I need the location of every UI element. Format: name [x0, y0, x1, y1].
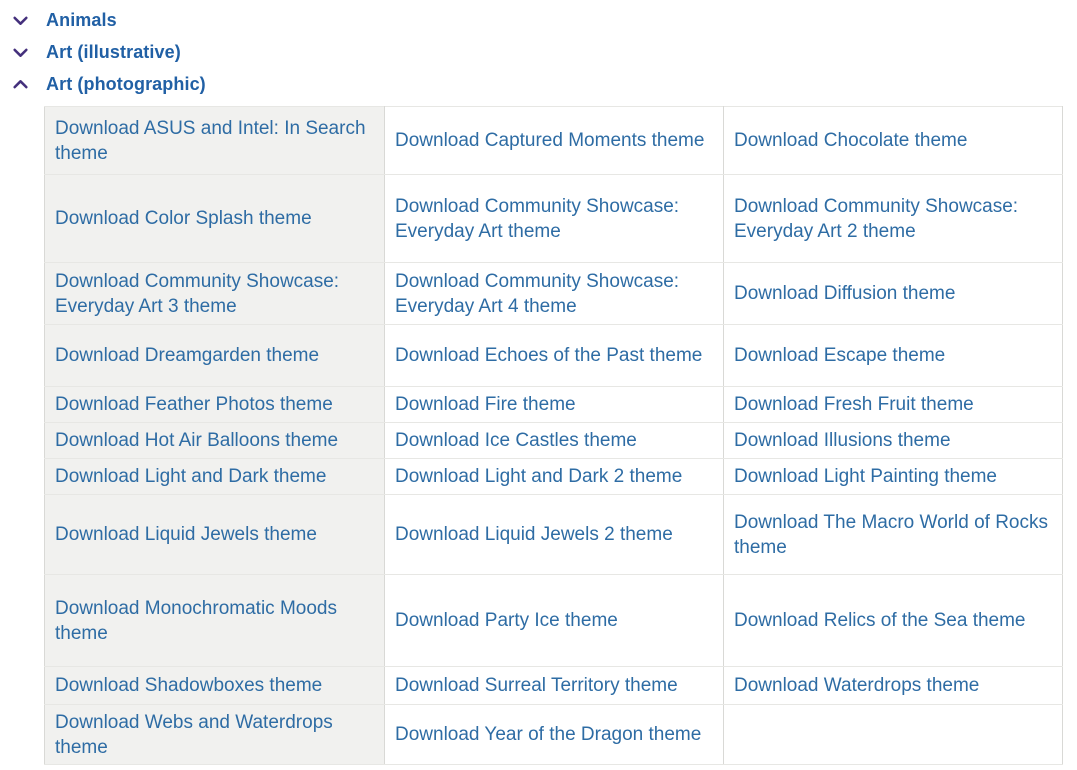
table-row	[45, 705, 1063, 765]
table-cell	[724, 325, 1063, 387]
theme-download-link[interactable]: Download Fresh Fruit theme	[734, 394, 974, 415]
table-cell	[385, 495, 724, 575]
table-cell	[45, 423, 385, 459]
theme-download-link[interactable]: Download Feather Photos theme	[55, 394, 333, 415]
table-cell	[385, 175, 724, 263]
table-cell	[385, 423, 724, 459]
table-cell	[724, 423, 1063, 459]
chevron-up-icon	[12, 76, 29, 93]
section-label: Art (photographic)	[46, 73, 206, 94]
themes-table-body	[45, 107, 1063, 765]
table-cell	[385, 107, 724, 175]
theme-download-link[interactable]: Download Liquid Jewels 2 theme	[395, 524, 673, 545]
theme-download-link[interactable]: Download Dreamgarden theme	[55, 345, 320, 366]
theme-download-link[interactable]: Download Illusions theme	[734, 430, 951, 451]
section-toggle-art-illustrative[interactable]	[12, 36, 1077, 68]
table-cell	[724, 575, 1063, 667]
theme-download-link[interactable]: Download The Macro World of Rocks theme	[734, 511, 1048, 558]
section-label: Animals	[46, 9, 117, 30]
table-cell-empty	[724, 705, 1063, 765]
theme-download-link[interactable]: Download Escape theme	[734, 345, 946, 366]
theme-download-link[interactable]: Download Waterdrops theme	[734, 675, 980, 696]
table-cell	[45, 325, 385, 387]
theme-download-link[interactable]: Download Community Showcase: Everyday Art 2 theme	[734, 195, 1019, 242]
table-row	[45, 667, 1063, 705]
art-photographic-themes-table	[44, 106, 1063, 765]
chevron-down-icon	[12, 44, 29, 61]
theme-download-link[interactable]: Download Relics of the Sea theme	[734, 610, 1026, 631]
table-cell	[385, 325, 724, 387]
table-row	[45, 575, 1063, 667]
table-row	[45, 423, 1063, 459]
table-row	[45, 325, 1063, 387]
theme-download-link[interactable]: Download Echoes of the Past theme	[395, 345, 703, 366]
table-cell	[724, 107, 1063, 175]
table-cell	[724, 263, 1063, 325]
table-cell	[724, 495, 1063, 575]
table-row	[45, 107, 1063, 175]
table-cell	[385, 459, 724, 495]
theme-download-link[interactable]: Download Chocolate theme	[734, 130, 968, 151]
table-row	[45, 459, 1063, 495]
table-row	[45, 263, 1063, 325]
theme-download-link[interactable]: Download Liquid Jewels theme	[55, 524, 317, 545]
theme-download-link[interactable]: Download Fire theme	[395, 394, 576, 415]
table-cell	[385, 387, 724, 423]
table-cell	[385, 575, 724, 667]
theme-download-link[interactable]: Download Shadowboxes theme	[55, 675, 323, 696]
table-cell	[45, 175, 385, 263]
theme-download-link[interactable]: Download Surreal Territory theme	[395, 675, 678, 696]
theme-download-link[interactable]: Download Party Ice theme	[395, 610, 618, 631]
table-cell	[45, 263, 385, 325]
section-toggle-art-photographic[interactable]	[12, 68, 1077, 100]
table-cell	[724, 667, 1063, 705]
table-row	[45, 175, 1063, 263]
chevron-down-icon	[12, 12, 29, 29]
theme-download-link[interactable]: Download Year of the Dragon theme	[395, 724, 702, 745]
theme-category-list	[0, 0, 1077, 100]
theme-download-link[interactable]: Download Light Painting theme	[734, 466, 998, 487]
theme-download-link[interactable]: Download Captured Moments theme	[395, 130, 705, 151]
section-toggle-animals[interactable]	[12, 4, 1077, 36]
table-cell	[45, 495, 385, 575]
theme-download-link[interactable]: Download Diffusion theme	[734, 283, 956, 304]
table-row	[45, 495, 1063, 575]
table-cell	[385, 263, 724, 325]
table-cell	[724, 175, 1063, 263]
table-cell	[45, 667, 385, 705]
section-label: Art (illustrative)	[46, 41, 181, 62]
table-cell	[724, 387, 1063, 423]
theme-download-link[interactable]: Download Community Showcase: Everyday Art 3 theme	[55, 270, 340, 317]
theme-download-link[interactable]: Download Monochromatic Moods theme	[55, 597, 337, 644]
table-cell	[724, 459, 1063, 495]
theme-download-link[interactable]: Download Light and Dark 2 theme	[395, 466, 683, 487]
table-cell	[385, 667, 724, 705]
theme-download-link[interactable]: Download Community Showcase: Everyday Art 4 theme	[395, 270, 680, 317]
theme-download-link[interactable]: Download Ice Castles theme	[395, 430, 637, 451]
table-cell	[45, 387, 385, 423]
theme-download-link[interactable]: Download Color Splash theme	[55, 208, 312, 229]
theme-download-link[interactable]: Download Hot Air Balloons theme	[55, 430, 339, 451]
table-cell	[45, 705, 385, 765]
table-cell	[45, 575, 385, 667]
table-cell	[385, 705, 724, 765]
table-cell	[45, 107, 385, 175]
theme-download-link[interactable]: Download ASUS and Intel: In Search theme	[55, 117, 366, 164]
theme-download-link[interactable]: Download Light and Dark theme	[55, 466, 327, 487]
theme-download-link[interactable]: Download Community Showcase: Everyday Art theme	[395, 195, 680, 242]
table-row	[45, 387, 1063, 423]
theme-download-link[interactable]: Download Webs and Waterdrops theme	[55, 711, 333, 758]
table-cell	[45, 459, 385, 495]
